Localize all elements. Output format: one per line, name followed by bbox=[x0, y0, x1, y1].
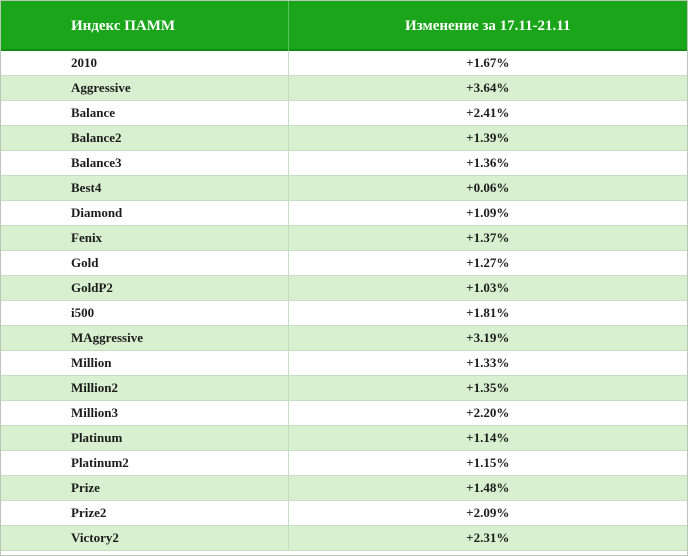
table-row bbox=[1, 51, 687, 76]
table-row bbox=[1, 426, 687, 451]
table-row bbox=[1, 276, 687, 301]
change-value-cell: +3.64% bbox=[288, 76, 687, 101]
index-name-cell: Balance bbox=[1, 101, 288, 126]
table-row bbox=[1, 151, 687, 176]
change-value-cell: +1.48% bbox=[288, 476, 687, 501]
change-value-cell: +1.36% bbox=[288, 151, 687, 176]
change-value-cell: +1.15% bbox=[288, 451, 687, 476]
change-value-cell: +1.09% bbox=[288, 201, 687, 226]
change-value-cell: +3.19% bbox=[288, 326, 687, 351]
table-row bbox=[1, 476, 687, 501]
change-value-cell: +2.20% bbox=[288, 401, 687, 426]
table-row bbox=[1, 401, 687, 426]
index-name-cell: Aggressive bbox=[1, 76, 288, 101]
table-header bbox=[1, 1, 687, 51]
table-row bbox=[1, 76, 687, 101]
header-row bbox=[1, 1, 687, 51]
table-row bbox=[1, 376, 687, 401]
pamm-index-table bbox=[1, 1, 687, 551]
change-value-cell: +1.37% bbox=[288, 226, 687, 251]
change-value-cell: +1.27% bbox=[288, 251, 687, 276]
index-name-cell: Diamond bbox=[1, 201, 288, 226]
change-value-cell: +1.14% bbox=[288, 426, 687, 451]
change-value-cell: +1.03% bbox=[288, 276, 687, 301]
table-row bbox=[1, 501, 687, 526]
table-row bbox=[1, 126, 687, 151]
column-header-change: Изменение за 17.11-21.11 bbox=[288, 1, 687, 51]
change-value-cell: +2.41% bbox=[288, 101, 687, 126]
index-name-cell: Million2 bbox=[1, 376, 288, 401]
table-row bbox=[1, 226, 687, 251]
index-name-cell: Gold bbox=[1, 251, 288, 276]
change-value-cell: +1.33% bbox=[288, 351, 687, 376]
change-value-cell: +1.39% bbox=[288, 126, 687, 151]
table-row bbox=[1, 326, 687, 351]
change-value-cell: +1.35% bbox=[288, 376, 687, 401]
index-name-cell: MAggressive bbox=[1, 326, 288, 351]
change-value-cell: +2.09% bbox=[288, 501, 687, 526]
table-row bbox=[1, 176, 687, 201]
table-row bbox=[1, 101, 687, 126]
index-name-cell: Million3 bbox=[1, 401, 288, 426]
change-value-cell: +2.31% bbox=[288, 526, 687, 551]
index-name-cell: Platinum2 bbox=[1, 451, 288, 476]
table-row bbox=[1, 251, 687, 276]
change-value-cell: +1.67% bbox=[288, 51, 687, 76]
index-name-cell: Platinum bbox=[1, 426, 288, 451]
index-name-cell: i500 bbox=[1, 301, 288, 326]
index-name-cell: Million bbox=[1, 351, 288, 376]
index-name-cell: Victory2 bbox=[1, 526, 288, 551]
change-value-cell: +1.81% bbox=[288, 301, 687, 326]
table-row bbox=[1, 301, 687, 326]
index-name-cell: Balance3 bbox=[1, 151, 288, 176]
index-name-cell: Fenix bbox=[1, 226, 288, 251]
index-name-cell: Prize2 bbox=[1, 501, 288, 526]
index-name-cell: Balance2 bbox=[1, 126, 288, 151]
table-row bbox=[1, 526, 687, 551]
table-row bbox=[1, 201, 687, 226]
index-name-cell: GoldP2 bbox=[1, 276, 288, 301]
table-row bbox=[1, 351, 687, 376]
table-body bbox=[1, 51, 687, 551]
index-name-cell: Prize bbox=[1, 476, 288, 501]
index-name-cell: Best4 bbox=[1, 176, 288, 201]
change-value-cell: +0.06% bbox=[288, 176, 687, 201]
table-row bbox=[1, 451, 687, 476]
index-name-cell: 2010 bbox=[1, 51, 288, 76]
column-header-index-name: Индекс ПАММ bbox=[1, 1, 288, 51]
